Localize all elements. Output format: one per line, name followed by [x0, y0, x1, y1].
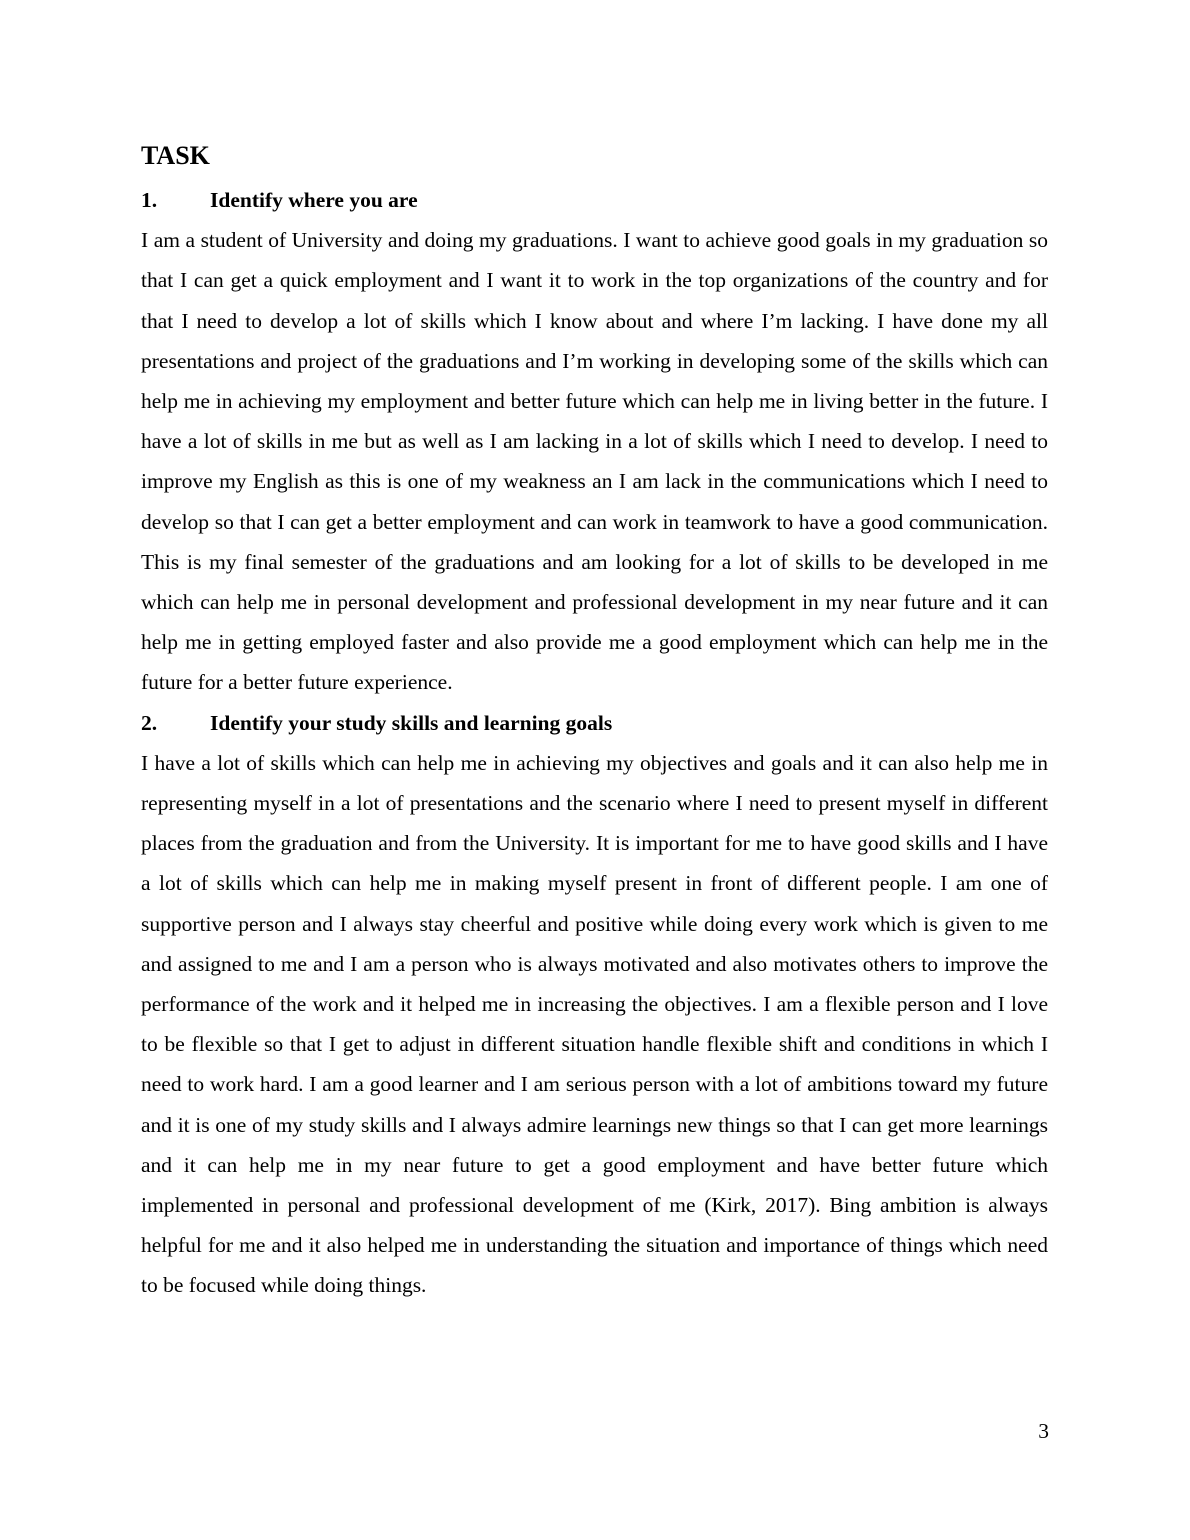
document-title: TASK	[141, 141, 210, 170]
section-title: Identify where you are	[210, 188, 418, 212]
document-page	[141, 138, 1048, 1306]
section-2	[141, 703, 1048, 1306]
page-number: 3	[1038, 1419, 1049, 1443]
section-1	[141, 180, 1048, 703]
section-heading	[141, 703, 1048, 743]
section-heading	[141, 180, 1048, 220]
section-paragraph: I am a student of University and doing my graduations. I want to achieve good goals in my graduation so that I can get a quick employment and I want it to work in the top organizations of the country and for that I need to develop a lot of skills which I know about and where I’m lacking. I have done my all presentations and project of the graduations and I’m working in developing some of the skills which can help me in achieving my employment and better future which can help me in living better in the future. I have a lot of skills in me but as well as I am lacking in a lot of skills which I need to develop. I need to improve my English as this is one of my weakness an I am lack in the communications which I need to develop so that I can get a better employment and can work in teamwork to have a good communication. This is my final semester of the graduations and am looking for a lot of skills to be developed in me which can help me in personal development and professional development in my near future and it can help me in getting employed faster and also provide me a good employment which can help me in the future for a better future experience.	[141, 228, 1048, 695]
section-paragraph: I have a lot of skills which can help me in achieving my objectives and goals and it can also help me in representing myself in a lot of presentations and the scenario where I need to present myself in different places from the graduation and from the University. It is important for me to have good skills and I have a lot of skills which can help me in making myself present in front of different people. I am one of supportive person and I always stay cheerful and positive while doing every work which is given to me and assigned to me and I am a person who is always motivated and also motivates others to improve the performance of the work and it helped me in increasing the objectives. I am a flexible person and I love to be flexible so that I get to adjust in different situation handle flexible shift and conditions in which I need to work hard. I am a good learner and I am serious person with a lot of ambitions toward my future and it is one of my study skills and I always admire learnings new things so that I can get more learnings and it can help me in my near future to get a good employment and have better future which implemented in personal and professional development of me (Kirk, 2017). Bing ambition is always helpful for me and it also helped me in understanding the situation and importance of things which need to be focused while doing things.	[141, 750, 1048, 1298]
section-number: 2.	[141, 710, 158, 735]
section-title: Identify your study skills and learning goals	[210, 710, 613, 735]
section-number: 1.	[141, 188, 158, 212]
